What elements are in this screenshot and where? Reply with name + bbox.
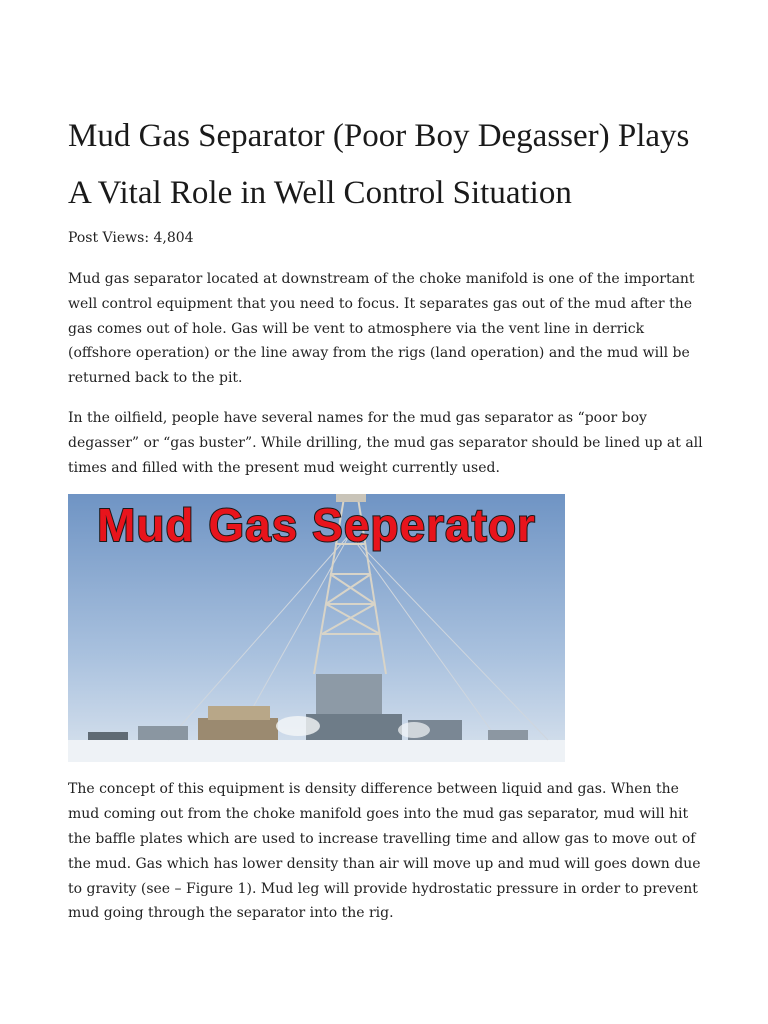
post-views: Post Views: 4,804 <box>68 230 194 246</box>
paragraph-concept: The concept of this equipment is density difference between liquid and gas. When the mud coming out from the choke manifold goes into the mud gas separator, mud will hit the baffle plates which are used to increase travelling time and allow gas to move out of the mud. Gas which has lower density than air will move up and mud will goes down due to gravity (see – Figure 1). Mud leg will provide hydrostatic pressure in order to prevent mud going through the separator into the rig. <box>68 781 701 922</box>
drilling-rig-image <box>68 494 565 762</box>
paragraph-names: In the oilfield, people have several names for the mud gas separator as “poor boy degasser” or “gas buster”. While drilling, the mud gas separator should be lined up at all times and filled with the present mud weight currently used. <box>68 409 703 476</box>
paragraph-intro: Mud gas separator located at downstream of the choke manifold is one of the important well control equipment that you need to focus. It separates gas out of the mud after the gas comes out of hole. Gas will be vent to atmosphere via the vent line in derrick (offshore operation) or the line away from the rigs (land operation) and the mud will be returned back to the pit. <box>68 271 695 387</box>
article <box>68 108 708 926</box>
image-caption-text: Mud Gas Seperator <box>97 499 536 552</box>
article-title: Mud Gas Separator (Poor Boy Degasser) Plays A Vital Role in Well Control Situation <box>68 118 690 211</box>
